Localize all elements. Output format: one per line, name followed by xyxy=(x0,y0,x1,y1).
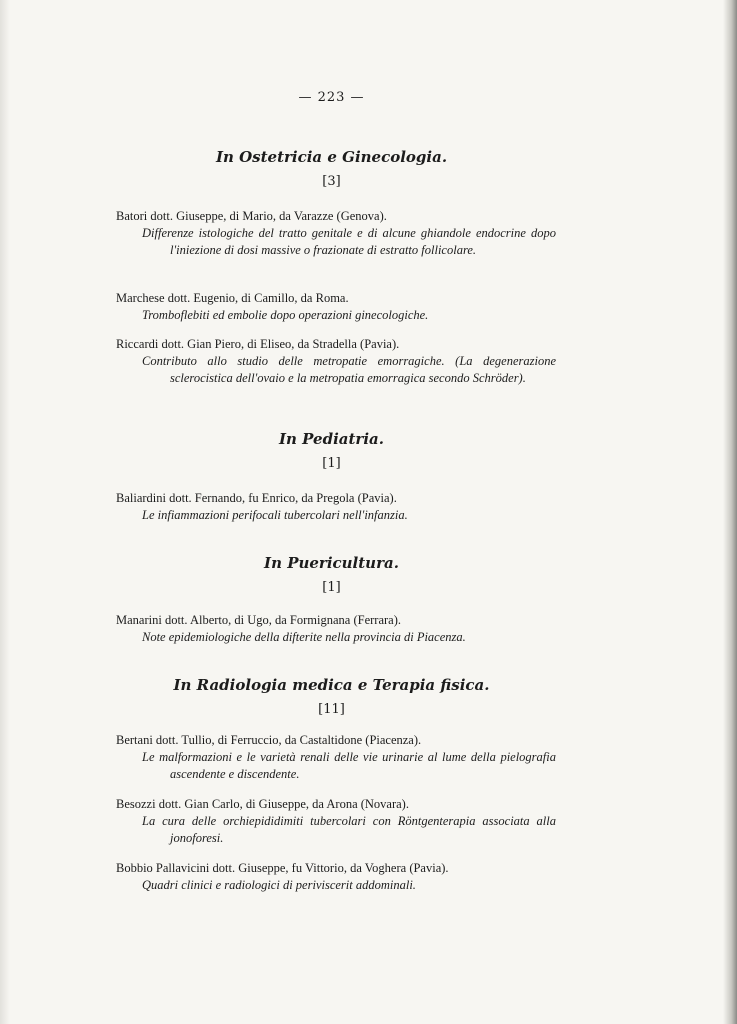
entry-title: Quadri clinici e radiologici di periviscerit addominali. xyxy=(142,878,416,892)
section-heading-ostetricia: In Ostetricia e Ginecologia. xyxy=(215,148,448,166)
page-right-edge xyxy=(723,0,737,1024)
entry-title: Note epidemiologiche della difterite nella provincia di Piacenza. xyxy=(142,630,466,644)
entry-title: Contributo allo studio delle metropatie emorragiche. (La degenerazione sclerocistica dell'ovaio e la metropatia emorragica secondo Schröder). xyxy=(142,354,556,385)
section-heading-puericultura: In Puericultura. xyxy=(264,554,399,572)
entry-author: Marchese dott. Eugenio, di Camillo, da Roma. xyxy=(116,291,349,305)
entry-title: Tromboflebiti ed embolie dopo operazioni ginecologiche. xyxy=(142,308,429,322)
entry-title: Differenze istologiche del tratto genitale e di alcune ghiandole endocrine dopo l'iniezione di dosi massive o frazionate di estratto follicolare. xyxy=(142,226,556,257)
entry-batori xyxy=(116,208,556,259)
entry-author: Bertani dott. Tullio, di Ferruccio, da Castaltidone (Piacenza). xyxy=(116,733,422,747)
entry-author: Manarini dott. Alberto, di Ugo, da Formignana (Ferrara). xyxy=(116,613,401,627)
section-heading-radiologia: In Radiologia medica e Terapia fisica. xyxy=(173,676,490,694)
entry-author: Bobbio Pallavicini dott. Giuseppe, fu Vittorio, da Voghera (Pavia). xyxy=(116,861,449,875)
entry-author: Baliardini dott. Fernando, fu Enrico, da Pregola (Pavia). xyxy=(116,491,397,505)
entry-manarini xyxy=(116,612,556,646)
entry-marchese xyxy=(116,290,556,324)
entry-baliardini xyxy=(116,490,556,524)
section-heading-pediatria: In Pediatria. xyxy=(279,430,384,448)
entry-riccardi xyxy=(116,336,556,387)
page-number: — 223 — xyxy=(298,90,365,105)
section-count-radiologia: [11] xyxy=(318,702,345,717)
entry-author: Riccardi dott. Gian Piero, di Eliseo, da Stradella (Pavia). xyxy=(116,337,400,351)
entry-besozzi xyxy=(116,796,556,847)
entry-author: Besozzi dott. Gian Carlo, di Giuseppe, da Arona (Novara). xyxy=(116,797,409,811)
entry-title: Le infiammazioni perifocali tubercolari nell'infanzia. xyxy=(142,508,408,522)
section-count-pediatria: [1] xyxy=(322,456,341,471)
entry-title: La cura delle orchiepididimiti tubercolari con Röntgenterapia associata alla jonoforesi. xyxy=(142,814,556,845)
entry-title: Le malformazioni e le varietà renali delle vie urinarie al lume della pielografia ascendente e discendente. xyxy=(142,750,556,781)
section-count-puericultura: [1] xyxy=(322,580,341,595)
section-count-ostetricia: [3] xyxy=(322,174,341,189)
entry-author: Batori dott. Giuseppe, di Mario, da Varazze (Genova). xyxy=(116,209,387,223)
entry-bertani xyxy=(116,732,556,783)
entry-bobbio xyxy=(116,860,556,894)
